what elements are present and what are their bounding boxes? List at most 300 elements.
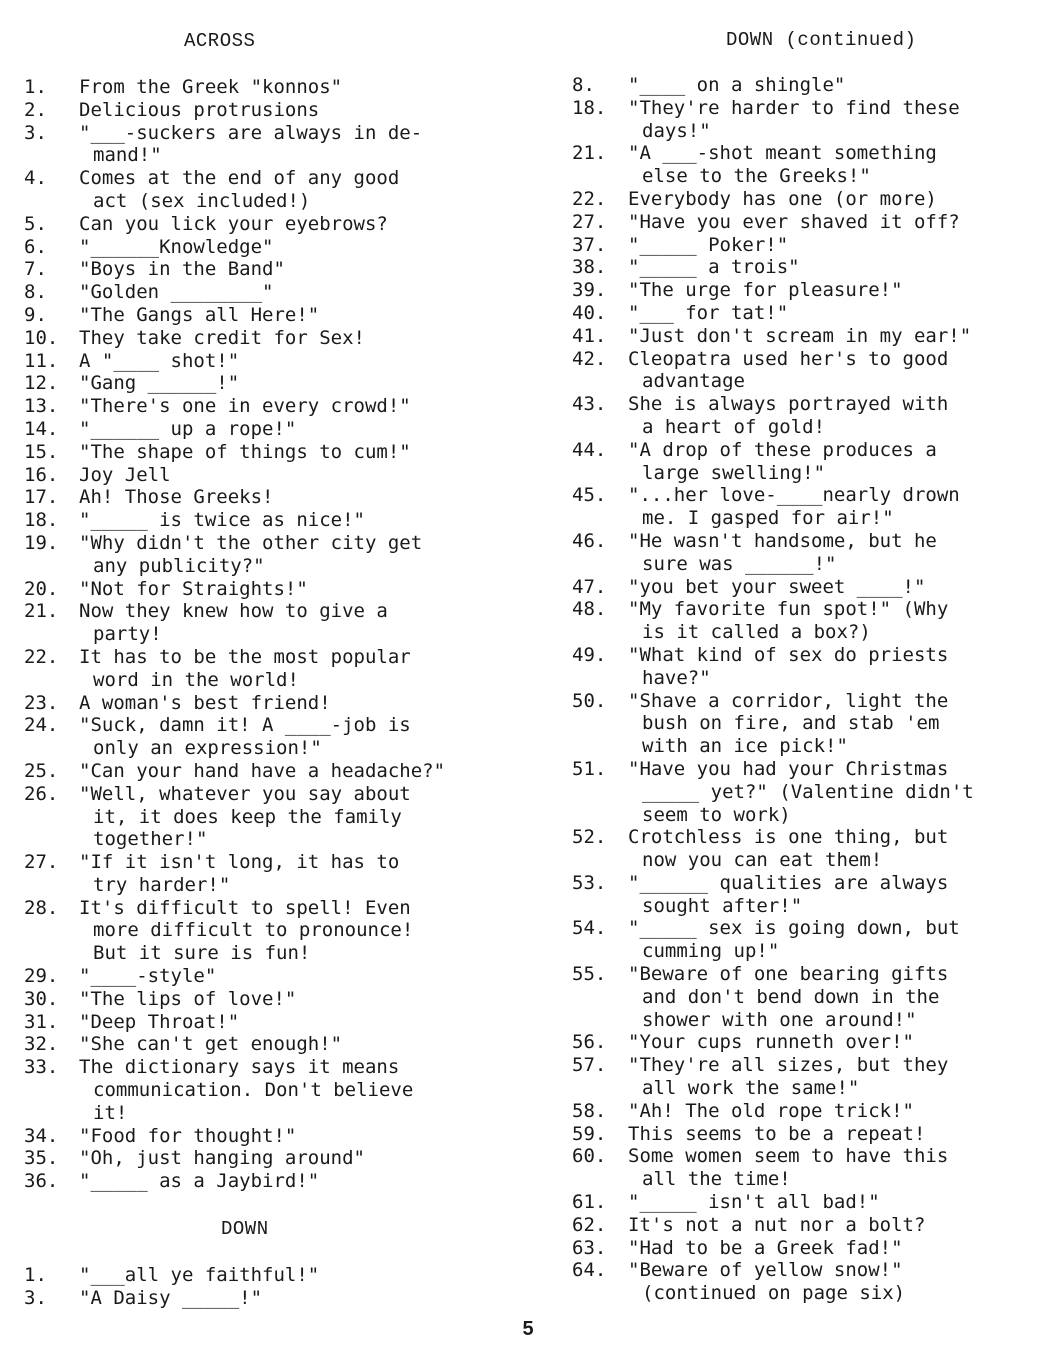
clue-line: Everybody has one (or more) — [628, 187, 937, 210]
clue-item — [24, 167, 544, 213]
clue-text — [79, 509, 365, 532]
clue-item — [572, 1259, 1050, 1305]
clue-number: 61. — [572, 1191, 607, 1214]
clue-number: 18. — [572, 96, 607, 119]
clue-number: 55. — [572, 963, 607, 986]
clue-text — [79, 167, 399, 213]
clue-line: it! — [93, 1101, 128, 1124]
clue-item — [24, 99, 544, 122]
clue-item — [572, 393, 1050, 439]
clue-line: "______Knowledge" — [79, 235, 274, 258]
clue-text — [79, 281, 273, 304]
clue-item — [24, 1264, 544, 1287]
clue-number: 14. — [24, 417, 59, 440]
clue-text — [79, 600, 388, 646]
clue-item — [24, 1287, 544, 1310]
clue-text — [79, 258, 285, 281]
clue-item — [572, 211, 1050, 234]
clue-number: 31. — [24, 1010, 59, 1033]
clue-item — [572, 302, 1050, 325]
clue-item — [572, 690, 1050, 758]
clue-line: _____ yet?" (Valentine didn't — [642, 780, 974, 803]
clue-number: 8. — [24, 281, 47, 304]
clue-line: communication. Don't believe — [93, 1079, 414, 1102]
clue-line: Comes at the end of any good — [79, 167, 400, 190]
clue-text — [628, 644, 948, 690]
clue-line: seem to work) — [642, 803, 791, 826]
clue-number: 1. — [24, 1264, 47, 1286]
clue-item — [24, 532, 544, 578]
clue-line: act (sex included!) — [93, 189, 311, 212]
clue-text — [628, 576, 925, 599]
clue-text — [628, 1031, 914, 1054]
clue-text — [628, 234, 788, 257]
clue-line: large swelling!" — [642, 461, 826, 484]
clue-number: 43. — [572, 393, 607, 416]
clue-number: 13. — [24, 395, 59, 418]
clue-number: 8. — [572, 74, 595, 96]
clue-text — [79, 236, 273, 259]
clue-number: 4. — [24, 167, 47, 190]
clue-line: bush on fire, and stab 'em — [642, 712, 940, 735]
clue-number: 22. — [572, 187, 607, 210]
clue-line: From the Greek "konnos" — [79, 76, 343, 98]
clue-text — [628, 279, 903, 302]
clue-item — [24, 509, 544, 532]
clue-line: "______ qualities are always — [628, 871, 949, 894]
clue-line: "______ up a rope!" — [79, 417, 297, 440]
clue-line: Ah! Those Greeks! — [79, 486, 274, 509]
clue-number: 41. — [572, 324, 607, 347]
clue-text — [628, 1145, 948, 1191]
clue-text — [79, 1287, 262, 1310]
clue-number: 15. — [24, 440, 59, 463]
clue-text — [628, 690, 948, 758]
clue-line: "A drop of these produces a — [628, 438, 937, 461]
clue-text — [79, 1056, 413, 1124]
clue-item — [572, 917, 1050, 963]
clue-number: 3. — [24, 121, 47, 144]
clue-line: Delicious protrusions — [79, 98, 320, 121]
clue-item — [24, 760, 544, 783]
clue-text — [79, 1125, 296, 1148]
clue-line: "Can your hand have a headache?" — [79, 759, 446, 782]
clue-line: "Your cups runneth over!" — [628, 1031, 914, 1054]
clue-text — [628, 484, 960, 530]
clue-text — [79, 395, 411, 418]
clue-number: 24. — [24, 714, 59, 737]
clue-number: 6. — [24, 235, 47, 258]
clue-number: 42. — [572, 347, 607, 370]
clue-text — [79, 760, 445, 783]
clue-line: all work the same!" — [642, 1077, 860, 1100]
clue-line: "Boys in the Band" — [79, 258, 285, 281]
clue-line: together!" — [93, 828, 208, 851]
clue-line: "A Daisy _____!" — [79, 1286, 263, 1309]
clue-number: 30. — [24, 987, 59, 1010]
clue-text — [79, 692, 331, 715]
clue-item — [24, 600, 544, 646]
clue-item — [24, 1033, 544, 1056]
clue-line: (continued on page six) — [642, 1282, 906, 1305]
clue-text — [628, 256, 800, 279]
clue-line: "There's one in every crowd!" — [79, 395, 411, 418]
down-clue-list — [24, 1264, 544, 1310]
clue-text — [628, 758, 974, 826]
clue-line: "...her love-____nearly drown — [628, 484, 960, 507]
clue-line: Cleopatra used her's to good — [628, 347, 949, 370]
down-continued-clue-list — [572, 74, 1050, 1305]
clue-item — [572, 826, 1050, 872]
clue-text — [79, 897, 413, 965]
clue-number: 63. — [572, 1236, 607, 1259]
clue-line: "Not for Straights!" — [79, 577, 308, 600]
clue-line: "_____ Poker!" — [628, 233, 789, 256]
clue-number: 26. — [24, 782, 59, 805]
clue-number: 22. — [24, 645, 59, 668]
clue-line: A woman's best friend! — [79, 691, 331, 714]
clue-item — [24, 372, 544, 395]
across-clue-list — [24, 76, 544, 1193]
clue-line: It's difficult to spell! Even — [79, 896, 411, 919]
clue-text — [79, 965, 216, 988]
clue-number: 5. — [24, 212, 47, 235]
page-number: 5 — [522, 1318, 534, 1340]
clue-line: "The Gangs all Here!" — [79, 303, 320, 326]
clue-text — [628, 1259, 905, 1305]
clue-item — [24, 464, 544, 487]
clue-number: 27. — [24, 851, 59, 874]
clue-item — [24, 281, 544, 304]
clue-item — [572, 1214, 1050, 1237]
clue-line: word in the world! — [93, 668, 299, 691]
clue-line: "Have you ever shaved it off? — [628, 210, 960, 233]
clue-item — [24, 1147, 544, 1170]
clue-number: 23. — [24, 691, 59, 714]
clue-text — [628, 917, 960, 963]
clue-item — [572, 348, 1050, 394]
clue-text — [79, 851, 399, 897]
clue-item — [24, 304, 544, 327]
clue-item — [24, 1170, 544, 1193]
clue-number: 18. — [24, 509, 59, 532]
clue-text — [628, 142, 937, 188]
clue-number: 19. — [24, 531, 59, 554]
clue-line: "_____ sex is going down, but — [628, 917, 960, 940]
clue-line: Joy Jell — [79, 463, 171, 486]
clue-text — [628, 872, 948, 918]
down-heading: DOWN — [221, 1218, 269, 1240]
clue-line: "She can't get enough!" — [79, 1033, 343, 1056]
clue-line: "Gang ______!" — [79, 372, 240, 395]
clue-text — [628, 530, 937, 576]
clue-line: The dictionary says it means — [79, 1056, 400, 1079]
clue-line: "_____ as a Jaybird!" — [79, 1170, 320, 1193]
clue-line: "_____ isn't all bad!" — [628, 1191, 880, 1214]
clue-number: 28. — [24, 896, 59, 919]
clue-number: 45. — [572, 484, 607, 507]
clue-line: sought after!" — [642, 894, 803, 917]
clue-number: 38. — [572, 256, 607, 279]
clue-text — [79, 1011, 239, 1034]
clue-line: "Suck, damn it! A ____-job is — [79, 714, 411, 737]
clue-line: It's not a nut nor a bolt? — [628, 1213, 926, 1236]
clue-item — [572, 439, 1050, 485]
clue-item — [24, 395, 544, 418]
clue-item — [572, 484, 1050, 530]
clue-line: sure was ______!" — [642, 552, 837, 575]
clue-item — [24, 486, 544, 509]
clue-number: 11. — [24, 349, 59, 372]
clue-item — [572, 1145, 1050, 1191]
across-heading: ACROSS — [184, 30, 256, 52]
clue-text — [79, 714, 411, 760]
clue-line: Some women seem to have this — [628, 1145, 949, 1168]
clue-item — [572, 530, 1050, 576]
clue-line: mand!" — [93, 144, 162, 167]
clue-line: shower with one around!" — [642, 1008, 917, 1031]
clue-line: "Deep Throat!" — [79, 1010, 240, 1033]
clue-line: "Beware of one bearing gifts — [628, 963, 949, 986]
clue-line: "Beware of yellow snow!" — [628, 1259, 903, 1282]
clue-number: 9. — [24, 303, 47, 326]
clue-item — [572, 1237, 1050, 1260]
clue-text — [79, 646, 411, 692]
clue-item — [24, 418, 544, 441]
clue-line: "Oh, just hanging around" — [79, 1147, 365, 1170]
clue-number: 58. — [572, 1099, 607, 1122]
clue-text — [79, 1033, 342, 1056]
clue-text — [79, 1147, 365, 1170]
clue-line: "If it isn't long, it has to — [79, 851, 400, 874]
clue-number: 27. — [572, 210, 607, 233]
clue-number: 36. — [24, 1170, 59, 1193]
clue-text — [628, 963, 948, 1031]
clue-number: 17. — [24, 486, 59, 509]
clue-number: 46. — [572, 529, 607, 552]
clue-item — [572, 97, 1050, 143]
clue-line: "Ah! The old rope trick!" — [628, 1099, 914, 1122]
clue-number: 25. — [24, 759, 59, 782]
clue-item — [572, 758, 1050, 826]
clue-item — [572, 1031, 1050, 1054]
clue-item — [24, 965, 544, 988]
clue-number: 1. — [24, 76, 47, 98]
clue-line: with an ice pick!" — [642, 735, 848, 758]
clue-line: days!" — [642, 119, 711, 142]
clue-line: and don't bend down in the — [642, 985, 940, 1008]
clue-item — [24, 714, 544, 760]
clue-text — [79, 464, 171, 487]
clue-text — [79, 783, 411, 851]
clue-text — [628, 97, 960, 143]
clue-text — [628, 439, 937, 485]
clue-item — [24, 897, 544, 965]
clue-number: 20. — [24, 577, 59, 600]
clue-number: 49. — [572, 643, 607, 666]
clue-item — [24, 1056, 544, 1124]
clue-item — [572, 1123, 1050, 1146]
clue-line: "___ for tat!" — [628, 301, 789, 324]
clue-number: 50. — [572, 689, 607, 712]
clue-line: She is always portrayed with — [628, 393, 949, 416]
clue-number: 48. — [572, 598, 607, 621]
clue-text — [628, 393, 948, 439]
clue-line: A "____ shot!" — [79, 349, 240, 372]
clue-line: "What kind of sex do priests — [628, 643, 949, 666]
clue-line: "The shape of things to cum!" — [79, 440, 411, 463]
clue-line: "He wasn't handsome, but he — [628, 529, 937, 552]
clue-number: 47. — [572, 575, 607, 598]
clue-line: "Food for thought!" — [79, 1124, 297, 1147]
clue-line: Crotchless is one thing, but — [628, 826, 949, 849]
clue-item — [24, 1125, 544, 1148]
clue-line: "Shave a corridor, light the — [628, 689, 949, 712]
clue-item — [572, 325, 1050, 348]
clue-item — [24, 783, 544, 851]
clue-item — [572, 963, 1050, 1031]
down-continued-heading: DOWN (continued) — [726, 29, 917, 51]
clue-number: 10. — [24, 326, 59, 349]
clue-item — [24, 122, 544, 168]
clue-text — [628, 1214, 925, 1237]
clue-line: try harder!" — [93, 873, 231, 896]
clue-line: now you can eat them! — [642, 849, 883, 872]
clue-line: a heart of gold! — [642, 415, 826, 438]
clue-item — [572, 234, 1050, 257]
clue-line: else to the Greeks!" — [642, 165, 871, 188]
clue-text — [628, 598, 948, 644]
clue-text — [628, 348, 948, 394]
clue-text — [79, 122, 422, 168]
clue-line: "A ___-shot meant something — [628, 142, 937, 165]
clue-number: 29. — [24, 965, 59, 988]
clue-number: 57. — [572, 1054, 607, 1077]
clue-text — [628, 325, 971, 348]
clue-text — [79, 99, 319, 122]
clue-text — [79, 304, 319, 327]
clue-text — [628, 211, 960, 234]
clue-number: 52. — [572, 826, 607, 849]
clue-line: "They're all sizes, but they — [628, 1054, 949, 1077]
clue-item — [24, 327, 544, 350]
clue-line: "The lips of love!" — [79, 987, 297, 1010]
clue-number: 21. — [572, 142, 607, 165]
clue-line: "Just don't scream in my ear!" — [628, 324, 972, 347]
clue-item — [572, 256, 1050, 279]
clue-item — [572, 1100, 1050, 1123]
clue-line: But it sure is fun! — [93, 942, 311, 965]
clue-item — [24, 578, 544, 601]
clue-number: 51. — [572, 757, 607, 780]
clue-number: 44. — [572, 438, 607, 461]
clue-item — [572, 188, 1050, 211]
clue-text — [628, 1237, 903, 1260]
clue-number: 64. — [572, 1259, 607, 1282]
clue-number: 21. — [24, 600, 59, 623]
clue-text — [628, 302, 788, 325]
clue-line: "The urge for pleasure!" — [628, 279, 903, 302]
clue-text — [79, 532, 422, 578]
clue-line: It has to be the most popular — [79, 645, 411, 668]
clue-text — [79, 76, 342, 99]
clue-number: 59. — [572, 1122, 607, 1145]
clue-number: 7. — [24, 258, 47, 281]
clue-number: 34. — [24, 1124, 59, 1147]
clue-number: 3. — [24, 1286, 47, 1309]
clue-number: 53. — [572, 871, 607, 894]
clue-number: 32. — [24, 1033, 59, 1056]
clue-text — [79, 418, 296, 441]
clue-number: 54. — [572, 917, 607, 940]
clue-item — [24, 236, 544, 259]
clue-text — [79, 213, 388, 236]
clue-text — [628, 1123, 925, 1146]
clue-number: 40. — [572, 301, 607, 324]
clue-line: it, it does keep the family — [93, 805, 402, 828]
clue-item — [24, 213, 544, 236]
clue-number: 35. — [24, 1147, 59, 1170]
clue-line: "Have you had your Christmas — [628, 757, 949, 780]
clue-number: 39. — [572, 279, 607, 302]
clue-item — [24, 692, 544, 715]
clue-line: "____ on a shingle" — [628, 74, 846, 96]
clue-line: me. I gasped for air!" — [642, 507, 894, 530]
clue-line: party! — [93, 623, 162, 646]
clue-item — [572, 1054, 1050, 1100]
clue-item — [24, 350, 544, 373]
clue-item — [572, 1191, 1050, 1214]
clue-number: 56. — [572, 1031, 607, 1054]
clue-item — [24, 851, 544, 897]
clue-text — [79, 578, 308, 601]
clue-line: "My favorite fun spot!" (Why — [628, 598, 949, 621]
clue-line: advantage — [642, 370, 745, 393]
clue-line: Can you lick your eyebrows? — [79, 212, 388, 235]
clue-line: "____-style" — [79, 965, 217, 988]
clue-line: is it called a box?) — [642, 621, 871, 644]
clue-line: "___-suckers are always in de- — [79, 121, 423, 144]
clue-text — [628, 188, 937, 211]
clue-text — [79, 441, 411, 464]
clue-item — [572, 598, 1050, 644]
clue-item — [572, 872, 1050, 918]
clue-line: "Why didn't the other city get — [79, 531, 423, 554]
clue-line: "_____ is twice as nice!" — [79, 509, 365, 532]
clue-text — [79, 372, 239, 395]
clue-item — [24, 441, 544, 464]
clue-number: 2. — [24, 98, 47, 121]
clue-line: only an expression!" — [93, 737, 322, 760]
clue-text — [79, 327, 365, 350]
clue-item — [24, 258, 544, 281]
clue-line: "Well, whatever you say about — [79, 782, 411, 805]
clue-item — [572, 576, 1050, 599]
clue-item — [572, 279, 1050, 302]
clue-line: Now they knew how to give a — [79, 600, 388, 623]
clue-line: "___all ye faithful!" — [79, 1264, 320, 1286]
clue-line: have?" — [642, 666, 711, 689]
clue-text — [79, 988, 296, 1011]
clue-line: cumming up!" — [642, 940, 780, 963]
clue-number: 12. — [24, 372, 59, 395]
clue-number: 60. — [572, 1145, 607, 1168]
clue-item — [24, 988, 544, 1011]
clue-line: This seems to be a repeat! — [628, 1122, 926, 1145]
clue-item — [24, 1011, 544, 1034]
clue-line: any publicity?" — [93, 554, 265, 577]
clue-text — [79, 486, 273, 509]
